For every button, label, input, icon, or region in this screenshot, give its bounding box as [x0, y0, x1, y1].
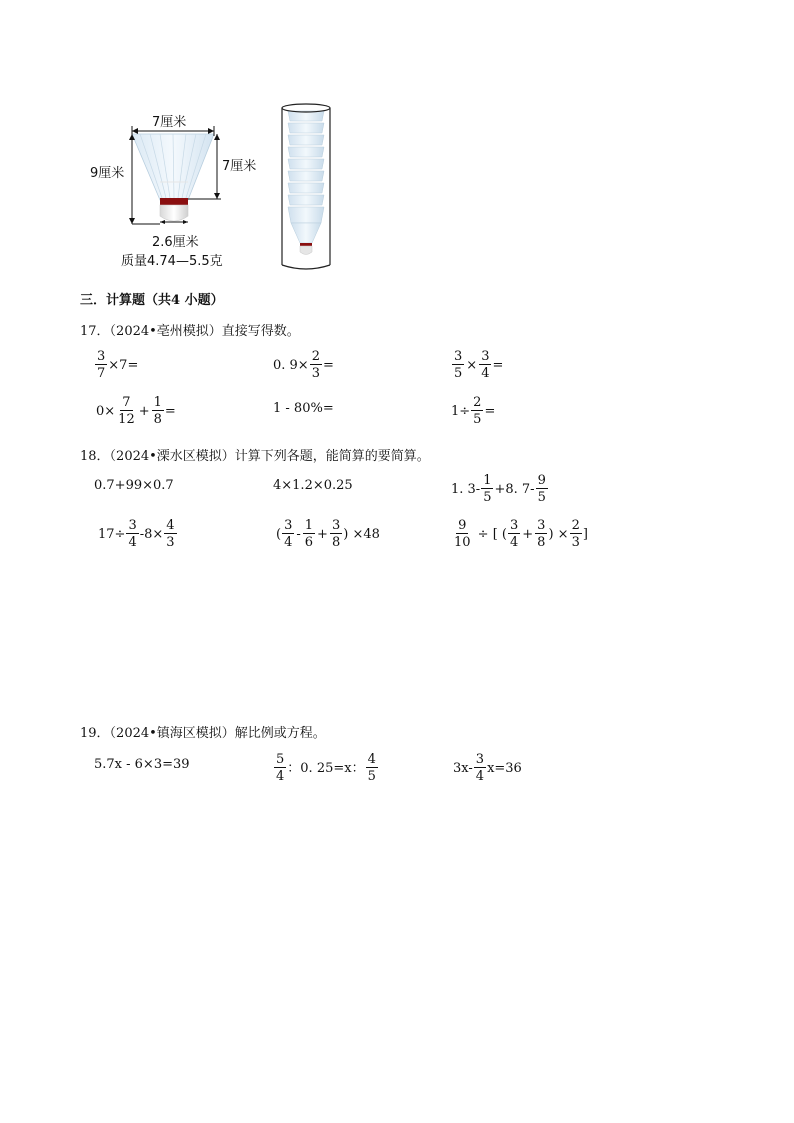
fraction: $\frac{3}{4}$ — [284, 518, 293, 550]
fraction: $\frac{1}{5}$ — [483, 473, 492, 505]
width-label: 7厘米 — [152, 115, 187, 130]
fraction: $\frac{5}{4}$ — [276, 752, 285, 784]
tube-drawing — [276, 101, 336, 273]
head-height-label: 7厘米 — [222, 159, 257, 174]
fraction: $\frac{3}{5}$ — [454, 349, 463, 381]
fraction: $\frac{2}{5}$ — [473, 395, 482, 427]
height-label: 9厘米 — [90, 166, 125, 181]
fraction: $\frac{9}{10}$ — [454, 518, 471, 550]
fraction: $\frac{3}{4}$ — [509, 518, 519, 550]
section-title: 三．计算题（共4 小题） — [80, 293, 224, 308]
q19-expr-2: $\frac{5}{4}$ ：0. 25=x： $\frac{4}{5}$ — [276, 752, 376, 784]
q17-expr-3: $\frac{3}{5}$ × $\frac{3}{4}$ = — [454, 349, 504, 381]
shuttlecock-tube-figure — [276, 101, 336, 273]
fraction: $\frac{3}{8}$ — [537, 518, 546, 550]
fraction: $\frac{4}{5}$ — [367, 752, 376, 784]
fraction: $\frac{4}{3}$ — [166, 518, 175, 550]
fraction: $\frac{3}{8}$ — [331, 518, 341, 550]
q18-expr-5: ( $\frac{3}{4}$ - $\frac{1}{6}$ + $\frac{3}{8}$ ) ×48 — [276, 518, 380, 550]
fraction: $\frac{1}{6}$ — [304, 518, 314, 550]
fraction: $\frac{3}{7}$ — [97, 349, 106, 381]
q18-expr-3: 1. 3- $\frac{1}{5}$ +8. 7- $\frac{9}{5}$ — [451, 473, 546, 505]
q18-title: 18．（2024•溧水区模拟）计算下列各题，能简算的要简算。 — [80, 449, 430, 464]
q19-title: 19．（2024•镇海区模拟）解比例或方程。 — [80, 726, 326, 741]
q18-expr-6: $\frac{9}{10}$ ÷ [ ( $\frac{3}{4}$ + $\frac{3}{8}$ ) × $\frac{2}{3}$ ] — [454, 518, 588, 550]
fraction: $\frac{7}{12}$ — [118, 395, 135, 427]
q19-expr-3: 3x- $\frac{3}{4}$ x=36 — [453, 752, 522, 784]
q17-expr-6: 1÷ $\frac{2}{5}$ = — [451, 395, 496, 427]
q17-title: 17．（2024•亳州模拟）直接写得数。 — [80, 324, 300, 339]
q18-expr-4: 17÷ $\frac{3}{4}$ -8× $\frac{4}{3}$ — [98, 518, 175, 550]
q17-expr-5: 1 - 80%= — [273, 401, 334, 416]
mass-label: 质量4.74—5.5克 — [121, 254, 223, 269]
q18-expr-1: 0.7+99×0.7 — [94, 478, 174, 493]
fraction: $\frac{3}{4}$ — [128, 518, 137, 550]
base-width-label: 2.6厘米 — [152, 235, 199, 250]
fraction: $\frac{2}{3}$ — [571, 518, 580, 550]
q17-expr-4: 0× $\frac{7}{12}$ + $\frac{1}{8}$ = — [96, 395, 176, 427]
fraction: $\frac{9}{5}$ — [537, 473, 546, 505]
q17-expr-1: $\frac{3}{7}$ ×7= — [97, 349, 139, 381]
q18-expr-2: 4×1.2×0.25 — [273, 478, 353, 493]
fraction: $\frac{2}{3}$ — [311, 349, 320, 381]
q19-expr-1: 5.7x - 6×3=39 — [94, 757, 190, 772]
fraction: $\frac{3}{4}$ — [475, 752, 485, 784]
fraction: $\frac{1}{8}$ — [153, 395, 162, 427]
q17-expr-2: 0. 9× $\frac{2}{3}$ = — [273, 349, 334, 381]
fraction: $\frac{3}{4}$ — [481, 349, 490, 381]
